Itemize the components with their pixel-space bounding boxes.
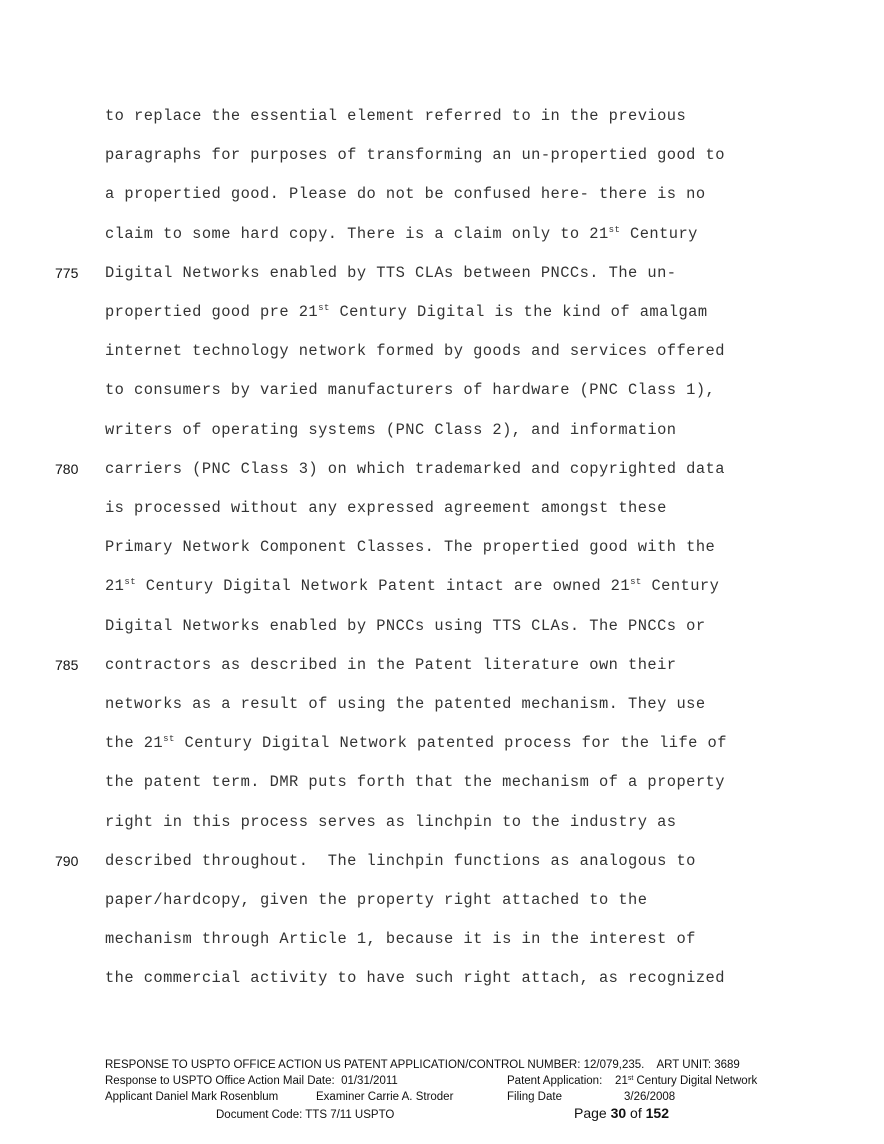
body-line <box>105 772 725 792</box>
body-line <box>105 341 725 361</box>
body-line <box>105 498 667 518</box>
body-line-text: mechanism through Article 1, because it is in the interest of <box>105 930 696 949</box>
body-line-text: Century <box>620 224 698 243</box>
body-line <box>105 420 676 440</box>
body-line <box>105 224 698 244</box>
line-number: 780 <box>55 460 79 477</box>
body-line <box>105 616 706 636</box>
superscript: st <box>124 577 137 588</box>
body-line-text: the commercial activity to have such right attach, as recognized <box>105 969 725 988</box>
body-line <box>105 968 725 988</box>
body-line <box>105 537 715 557</box>
body-line <box>105 576 719 596</box>
footer-application-line: RESPONSE TO USPTO OFFICE ACTION US PATENT APPLICATION/CONTROL NUMBER: 12/079,235. ART UNIT: 3689 <box>105 1059 740 1071</box>
body-line <box>105 302 708 322</box>
page-current: 30 <box>610 1105 627 1121</box>
body-line <box>105 890 647 910</box>
body-line <box>105 380 715 400</box>
body-line <box>105 184 706 204</box>
body-line-text: Digital Networks enabled by TTS CLAs between PNCCs. The un- <box>105 263 677 282</box>
body-line-text: right in this process serves as linchpin to the industry as <box>105 812 677 831</box>
page-of: of <box>626 1105 646 1121</box>
line-number: 785 <box>55 656 79 673</box>
superscript: st <box>163 734 175 745</box>
superscript: st <box>318 303 330 313</box>
body-line <box>105 694 706 714</box>
body-line-text: to replace the essential element referred to in the previous <box>105 107 687 125</box>
footer-patent-application-prefix: Patent Application: 21 <box>507 1075 628 1087</box>
body-line-text: the 21 <box>105 734 164 753</box>
body-line <box>105 733 727 753</box>
footer-filing-date: 3/26/2008 <box>624 1091 676 1103</box>
footer-patent-application <box>507 1074 757 1088</box>
footer-examiner: Examiner Carrie A. Stroder <box>316 1091 454 1103</box>
body-line-text: claim to some hard copy. There is a claim only to 21 <box>105 224 609 243</box>
body-line <box>105 929 696 949</box>
page-number <box>574 1105 669 1121</box>
body-line <box>105 145 725 165</box>
page-word: Page <box>574 1105 611 1121</box>
body-line <box>105 812 676 832</box>
body-line-text: internet technology network formed by goods and services offered <box>105 342 725 361</box>
body-line-text: writers of operating systems (PNC Class 2), and information <box>105 420 677 439</box>
line-number: 775 <box>55 264 79 281</box>
body-line-text: is processed without any expressed agreement amongst these <box>105 499 667 517</box>
footer-patent-application-suffix: Century Digital Network <box>633 1075 758 1087</box>
body-line-text: Primary Network Component Classes. The propertied good with the <box>105 538 716 557</box>
body-line <box>105 106 686 126</box>
superscript: st <box>630 577 642 588</box>
footer-filing-label: Filing Date <box>507 1091 562 1103</box>
footer-applicant: Applicant Daniel Mark Rosenblum <box>105 1091 279 1103</box>
body-line-text: paragraphs for purposes of transforming an un-propertied good to <box>105 146 725 165</box>
body-line-text: 21 <box>105 577 125 596</box>
body-line-text: described throughout. The linchpin functions as analogous to <box>105 851 696 870</box>
footer-mail-date: Response to USPTO Office Action Mail Date: 01/31/2011 <box>105 1075 398 1087</box>
body-line-text: Digital Networks enabled by PNCCs using TTS CLAs. The PNCCs or <box>105 616 706 635</box>
body-line-text: Century Digital Network patented process for the life of <box>174 734 727 753</box>
body-line <box>105 459 725 479</box>
superscript: st <box>608 224 621 235</box>
body-line-text: carriers (PNC Class 3) on which trademarked and copyrighted data <box>105 459 725 478</box>
footer-document-code: Document Code: TTS 7/11 USPTO <box>216 1109 395 1121</box>
body-line-text: Century Digital Network Patent intact are owned 21 <box>136 577 631 596</box>
footer-patent-application-sup: st <box>627 1075 634 1082</box>
body-line-text: paper/hardcopy, given the property right attached to the <box>105 891 648 909</box>
line-number: 790 <box>55 852 79 869</box>
body-line <box>105 851 696 871</box>
body-line-text: a propertied good. Please do not be confused here- there is no <box>105 185 706 204</box>
body-line <box>105 655 676 675</box>
body-line-text: to consumers by varied manufacturers of hardware (PNC Class 1), <box>105 381 716 400</box>
body-line-text: networks as a result of using the patented mechanism. They use <box>105 695 706 713</box>
body-line-text: Century Digital is the kind of amalgam <box>329 303 708 321</box>
body-line-text: propertied good pre 21 <box>105 303 319 321</box>
page-total: 152 <box>645 1105 669 1121</box>
body-line-text: Century <box>641 577 720 596</box>
body-line-text: the patent term. DMR puts forth that the mechanism of a property <box>105 773 725 792</box>
body-line-text: contractors as described in the Patent literature own their <box>105 655 677 674</box>
body-line <box>105 263 676 283</box>
